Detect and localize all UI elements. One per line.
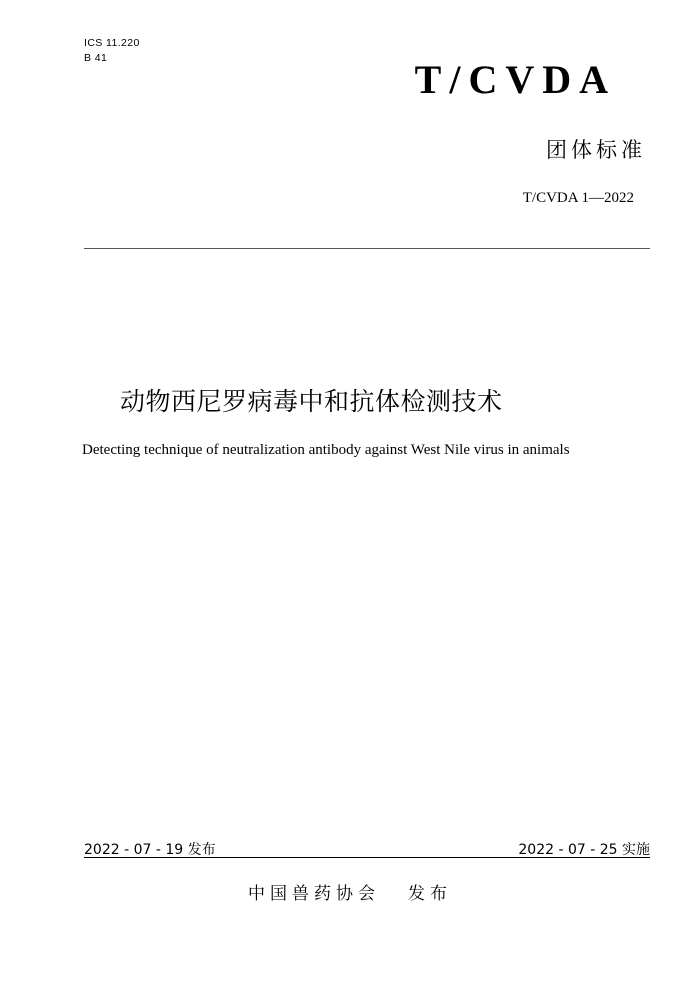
publisher-action: 发布 — [408, 884, 452, 904]
issue-date: 2022 - 07 - 19 发布 — [84, 842, 216, 858]
standard-number: T/CVDA 1—2022 — [522, 190, 634, 206]
header-divider — [84, 248, 650, 249]
document-title-chinese: 动物西尼罗病毒中和抗体检测技术 — [120, 387, 503, 416]
implementation-date: 2022 - 07 - 25 实施 — [518, 842, 650, 858]
ccs-code: B 41 — [84, 52, 108, 64]
standard-org-code: T/CVDA — [414, 57, 616, 102]
document-title-english: Detecting technique of neutralization antibody against West Nile virus in animals — [82, 442, 570, 458]
publisher-organization: 中国兽药协会 — [248, 884, 380, 904]
ics-code: ICS 11.220 — [84, 37, 140, 49]
footer-divider — [84, 857, 650, 858]
standard-type: 团体标准 — [546, 138, 646, 162]
publisher-line — [0, 879, 700, 904]
classification-codes — [84, 36, 140, 66]
